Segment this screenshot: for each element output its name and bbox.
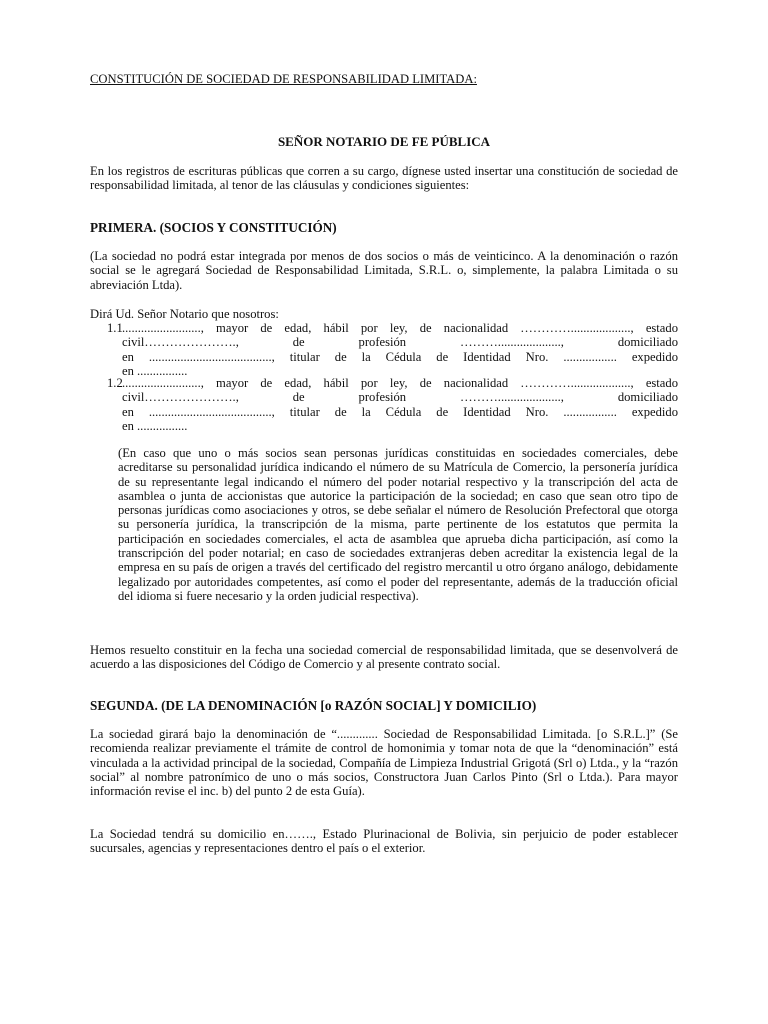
partners-lead-line: Dirá Ud. Señor Notario que nosotros: xyxy=(90,307,279,321)
partner-item-line: en ................ xyxy=(122,418,188,433)
addressee-heading: SEÑOR NOTARIO DE FE PÚBLICA xyxy=(277,134,491,149)
clause-heading-primera: PRIMERA. (SOCIOS Y CONSTITUCIÓN) xyxy=(90,220,337,235)
partner-item-line: en ......................................., titular de la Cédula de Identidad Nro. ................. expedido xyxy=(122,404,678,419)
document-title: CONSTITUCIÓN DE SOCIEDAD DE RESPONSABILIDAD LIMITADA: xyxy=(90,72,477,86)
partner-item-line: en ................ xyxy=(122,363,188,378)
denomination-paragraph: La sociedad girará bajo la denominación de “............. Sociedad de Responsabilidad Limitada. [o S.R.L.]” (Se recomienda realizar previamente el trámite de control de homonimia y tomar nota de que la “denominación” está vinculada a la actividad principal de la sociedad, Compañía de Limpieza Industrial Grigotá (Srl o) Ltda., y la “razón social” al nombre patronímico de uno o más socios, Constructora Juan Carlos Pinto (Srl o Ltda.). Para mayor información revise el inc. b) del punto 2 de esta Guía). xyxy=(90,727,678,799)
partner-item-line: civil…………………., de profesión ………...................., domiciliado xyxy=(122,390,678,405)
constitution-closing-paragraph: Hemos resuelto constituir en la fecha una sociedad comercial de responsabilidad limitada, que se desenvolverá de acuerdo a las disposiciones del Código de Comercio y al presente contrato social. xyxy=(90,643,678,672)
partner-item-line: ........................., mayor de edad, hábil por ley, de nacionalidad …………..................., estado xyxy=(122,376,678,390)
partner-item-line: ........................., mayor de edad, hábil por ley, de nacionalidad …………..................., estado xyxy=(122,321,678,335)
legal-entities-note-paragraph: (En caso que uno o más socios sean personas jurídicas constituidas en sociedades comerciales, debe acreditarse su personalidad jurídica indicando el número de su Matrícula de Comercio, la personería jurídica de su representante legal indicando el número del poder notarial respectivo y la transcripción del acta de asamblea o junta de accionistas que autorice la participación de la sociedad; en caso que sean otro tipo de personas jurídicas como asociaciones y otros, se debe señalar el número de Resolución Prefectoral que otorga su personería jurídica, la transcripción de la misma, parte pertinente de los estatutos que permita la participación en sociedades comerciales, el acta de asamblea que aprueba dicha participación, así como la transcripción del poder notarial; en caso de sociedades extranjeras deben acreditar la existencia legal de la empresa en su país de origen a través del certificado del registro mercantil u otro órgano análogo, debidamente legalizado por autoridades competentes, así como el poder del representante, además de la traducción oficial del idioma si fuere necesario y la orden judicial respectiva). xyxy=(118,446,678,603)
partner-item-line: civil…………………., de profesión ………...................., domiciliado xyxy=(122,335,678,350)
domicile-paragraph: La Sociedad tendrá su domicilio en……., Estado Plurinacional de Bolivia, sin perjuicio de poder establecer sucursales, agencias y representaciones dentro el país o el exterior. xyxy=(90,827,678,856)
intro-paragraph: En los registros de escrituras públicas que corren a su cargo, dígnese usted insertar una constitución de sociedad de responsabilidad limitada, al tenor de las cláusulas y condiciones siguientes: xyxy=(90,164,678,193)
partner-item-number: 1.1 xyxy=(107,321,123,335)
partner-item-2 xyxy=(107,376,678,433)
clause-heading-segunda: SEGUNDA. (DE LA DENOMINACIÓN [o RAZÓN SOCIAL] Y DOMICILIO) xyxy=(90,698,537,713)
partner-item-line: en ......................................., titular de la Cédula de Identidad Nro. ................. expedido xyxy=(122,349,678,364)
partner-item-1 xyxy=(107,321,678,378)
partners-note-paragraph: (La sociedad no podrá estar integrada por menos de dos socios o más de veinticinco. A la denominación o razón social se le agregará Sociedad de Responsabilidad Limitada, S.R.L. o, simplemente, la palabra Limitada o su abreviación Ltda). xyxy=(90,249,678,292)
partner-item-number: 1.2 xyxy=(107,376,123,390)
